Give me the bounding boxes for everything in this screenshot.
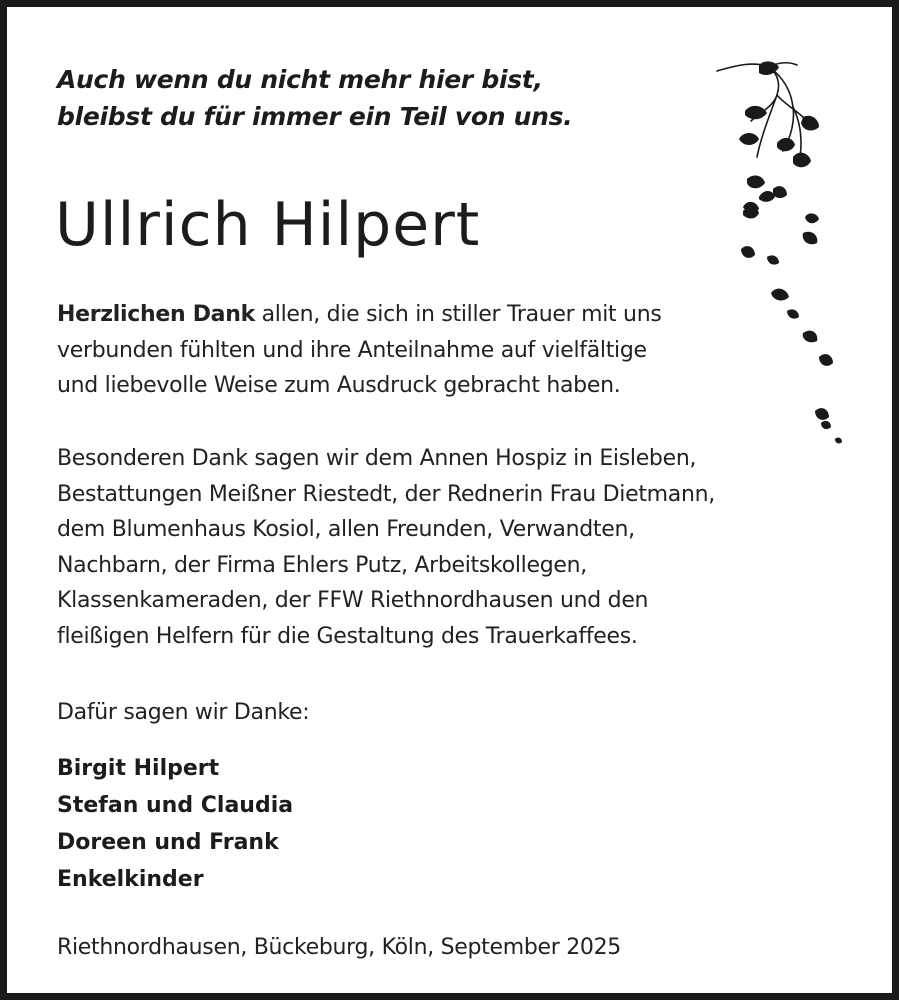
- closing-line: Dafür sagen wir Danke:: [57, 700, 310, 725]
- thanks-line-2: verbunden fühlten und ihre Anteilnahme auf vielfältige: [57, 337, 647, 363]
- signer-name: Enkelkinder: [57, 867, 204, 892]
- motto-quote: [57, 61, 572, 135]
- special-thanks-line: Nachbarn, der Firma Ehlers Putz, Arbeitskollegen,: [57, 552, 587, 578]
- special-thanks-line: Klassenkameraden, der FFW Riethnordhausen und den: [57, 588, 649, 613]
- thanks-line-1: [57, 297, 662, 333]
- signer-name: Stefan und Claudia: [57, 793, 294, 818]
- thanks-line-1-rest: allen, die sich in stiller Trauer mit uns: [254, 302, 662, 327]
- deceased-name: Ullrich Hilpert: [55, 190, 481, 260]
- falling-leaves-branch-icon: [707, 47, 857, 457]
- motto-line-1: Auch wenn du nicht mehr hier bist,: [57, 65, 543, 94]
- special-thanks-line: fleißigen Helfern für die Gestaltung des Trauerkaffees.: [57, 623, 638, 649]
- thanks-paragraph: [57, 297, 662, 404]
- place-and-date: Riethnordhausen, Bückeburg, Köln, September 2025: [57, 935, 621, 960]
- special-thanks-line: dem Blumenhaus Kosiol, allen Freunden, Verwandten,: [57, 517, 635, 542]
- special-thanks-line: Besonderen Dank sagen wir dem Annen Hospiz in Eisleben,: [57, 446, 697, 471]
- thanks-line-3: und liebevolle Weise zum Ausdruck gebracht haben.: [57, 373, 621, 398]
- motto-line-2: bleibst du für immer ein Teil von uns.: [57, 102, 573, 131]
- special-thanks-paragraph: [57, 441, 715, 654]
- thanks-bold-lead: Herzlichen Dank: [57, 302, 255, 327]
- signer-name: Doreen und Frank: [57, 830, 279, 855]
- special-thanks-line: Bestattungen Meißner Riestedt, der Rednerin Frau Dietmann,: [57, 481, 715, 507]
- signer-name: Birgit Hilpert: [57, 756, 220, 781]
- signers-list: [57, 750, 293, 898]
